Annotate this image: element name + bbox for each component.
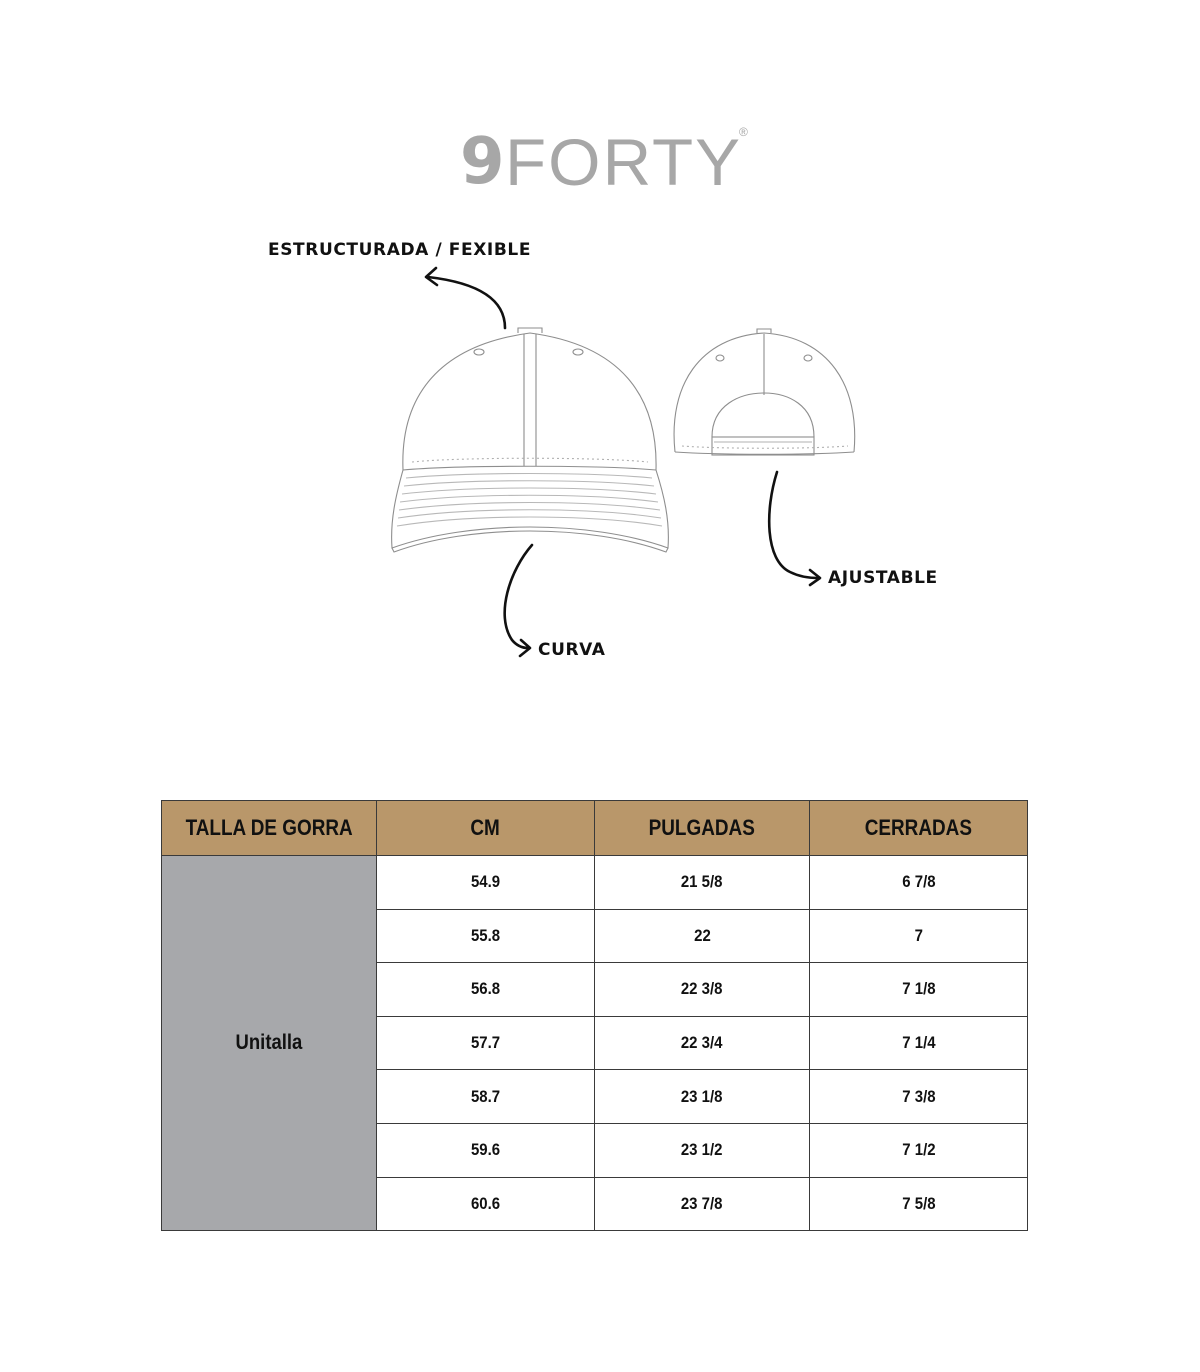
inches-cell: 23 7/8 — [595, 1177, 810, 1231]
cap-back-icon — [674, 329, 855, 455]
cm-cell: 60.6 — [377, 1177, 595, 1231]
size-label-cell: Unitalla — [162, 856, 377, 1231]
cap-front-icon — [392, 328, 669, 552]
curved-arrow-icon — [426, 268, 820, 656]
logo-word: FORTY — [504, 125, 742, 199]
header-cap-size: TALLA DE GORRA — [162, 801, 377, 856]
header-cm: CM — [377, 801, 595, 856]
inches-cell: 22 3/8 — [595, 963, 810, 1017]
closed-cell: 7 — [810, 909, 1028, 963]
header-closed: CERRADAS — [810, 801, 1028, 856]
closed-cell: 7 1/8 — [810, 963, 1028, 1017]
cm-cell: 59.6 — [377, 1123, 595, 1177]
logo-number: 9 — [460, 125, 505, 199]
arrow-adjustable — [769, 472, 818, 578]
inches-cell: 23 1/2 — [595, 1123, 810, 1177]
inches-cell: 22 — [595, 909, 810, 963]
table-row — [162, 856, 1028, 910]
registered-mark: ® — [739, 125, 748, 139]
inches-cell: 22 3/4 — [595, 1016, 810, 1070]
cm-cell: 57.7 — [377, 1016, 595, 1070]
callout-curve: CURVA — [538, 640, 606, 660]
cm-cell: 55.8 — [377, 909, 595, 963]
closed-cell: 7 3/8 — [810, 1070, 1028, 1124]
arrow-structure — [428, 277, 505, 328]
closed-cell: 6 7/8 — [810, 856, 1028, 910]
cm-cell: 56.8 — [377, 963, 595, 1017]
table-header-row — [162, 801, 1028, 856]
inches-cell: 23 1/8 — [595, 1070, 810, 1124]
arrow-curve — [505, 545, 532, 648]
inches-cell: 21 5/8 — [595, 856, 810, 910]
cm-cell: 58.7 — [377, 1070, 595, 1124]
closed-cell: 7 5/8 — [810, 1177, 1028, 1231]
header-inches: PULGADAS — [595, 801, 810, 856]
size-table — [161, 800, 1028, 1231]
cm-cell: 54.9 — [377, 856, 595, 910]
callout-structured-flexible: ESTRUCTURADA / FEXIBLE — [268, 240, 532, 260]
closed-cell: 7 1/4 — [810, 1016, 1028, 1070]
closed-cell: 7 1/2 — [810, 1123, 1028, 1177]
callout-adjustable: AJUSTABLE — [828, 568, 938, 588]
